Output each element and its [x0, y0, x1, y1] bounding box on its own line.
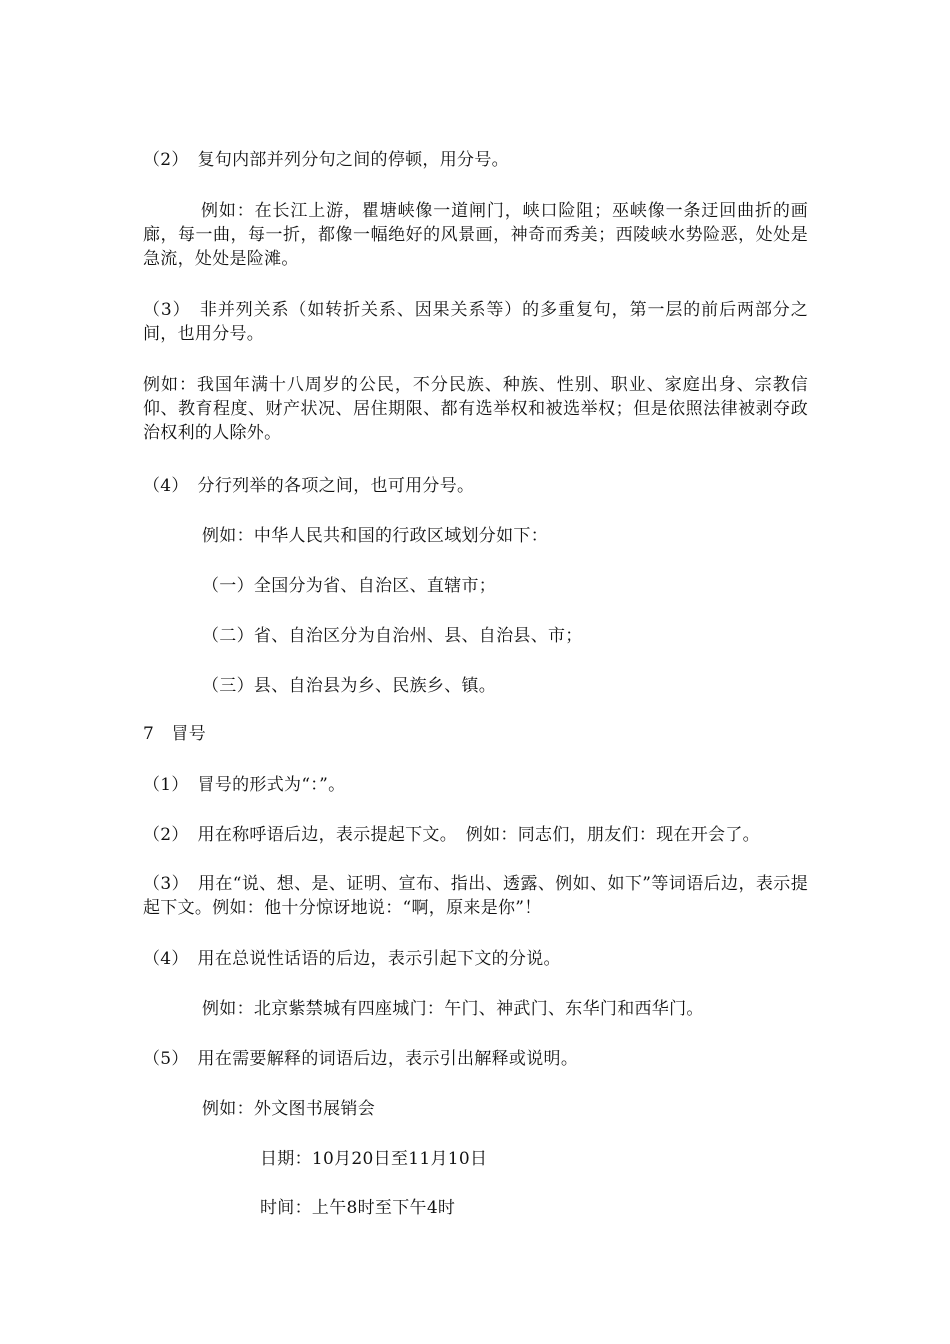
book-fair-time: 时间：上午8时至下午4时 — [260, 1198, 456, 1218]
item-semicolon-2: （2） 复句内部并列分句之间的停顿，用分号。 — [143, 150, 509, 170]
example-intro-divisions: 例如：中华人民共和国的行政区域划分如下： — [202, 526, 548, 546]
book-fair-date: 日期：10月20日至11月10日 — [260, 1149, 488, 1169]
item-colon-1: （1） 冒号的形式为“：”。 — [143, 775, 346, 795]
section-heading-colon: 7 冒号 — [143, 724, 207, 744]
item-colon-3: （3） 用在“说、想、是、证明、宣布、指出、透露、例如、如下”等词语后边，表示提起下文。例如：他十分惊讶地说：“啊，原来是你”！ — [143, 874, 808, 918]
item-colon-5: （5） 用在需要解释的词语后边，表示引出解释或说明。 — [143, 1049, 579, 1069]
example-paragraph-citizens: 例如：我国年满十八周岁的公民，不分民族、种族、性别、职业、家庭出身、宗教信仰、教育程度、财产状况、居住期限、都有选举权和被选举权；但是依照法律被剥夺政治权利的人除外。 — [143, 375, 808, 443]
item-semicolon-3: （3） 非并列关系（如转折关系、因果关系等）的多重复句，第一层的前后两部分之间，也用分号。 — [143, 300, 808, 344]
division-item-2: （二）省、自治区分为自治州、县、自治县、市； — [202, 626, 583, 646]
item-colon-4: （4） 用在总说性话语的后边，表示引起下文的分说。 — [143, 949, 561, 969]
example-forbidden-city: 例如：北京紫禁城有四座城门：午门、神武门、东华门和西华门。 — [202, 999, 704, 1019]
example-book-fair: 例如：外文图书展销会 — [202, 1099, 375, 1119]
division-item-1: （一）全国分为省、自治区、直辖市； — [202, 576, 497, 596]
item-colon-2: （2） 用在称呼语后边，表示提起下文。 例如：同志们，朋友们：现在开会了。 — [143, 825, 760, 845]
division-item-3: （三）县、自治县为乡、民族乡、镇。 — [202, 676, 497, 696]
item-semicolon-4: （4） 分行列举的各项之间，也可用分号。 — [143, 476, 475, 496]
example-paragraph-yangtze: 例如：在长江上游，瞿塘峡像一道闸门，峡口险阻；巫峡像一条迂回曲折的画廊，每一曲，每一折，都像一幅绝好的风景画，神奇而秀美；西陵峡水势险恶，处处是急流，处处是险滩。 — [143, 201, 808, 269]
